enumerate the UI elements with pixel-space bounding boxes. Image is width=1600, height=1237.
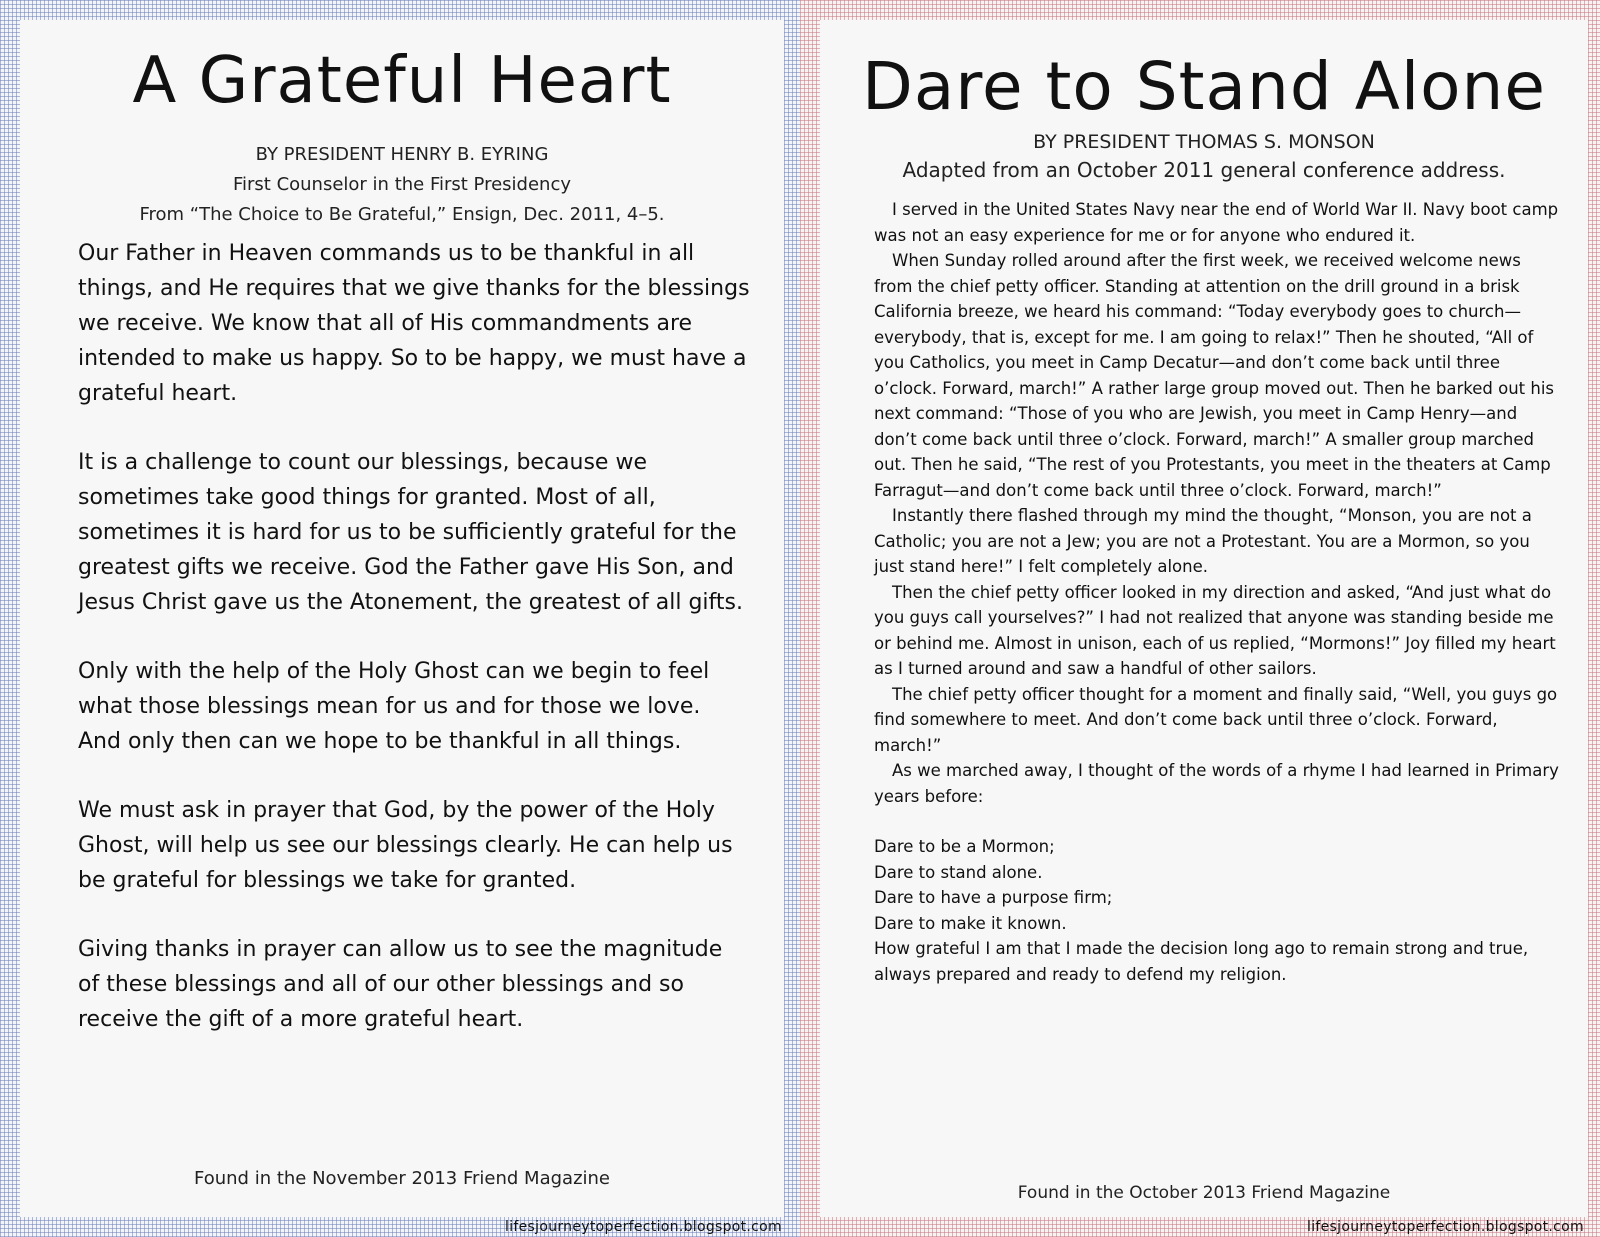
dare-to-stand-alone-card xyxy=(820,20,1588,1217)
right-closing: How grateful I am that I made the decision long ago to remain strong and true, always prepared and ready to defend my religion. xyxy=(874,939,1529,984)
left-paragraph: We must ask in prayer that God, by the power of the Holy Ghost, will help us see our blessings clearly. He can help us be grateful for blessings we take for granted. xyxy=(78,798,733,893)
right-paragraph: The chief petty officer thought for a moment and finally said, “Well, you guys go find somewhere to meet. And don’t come back until three o’clock. Forward, march!” xyxy=(874,684,1558,755)
poem xyxy=(874,834,1560,936)
poem-line: Dare to stand alone. xyxy=(874,862,1043,882)
left-role: First Counselor in the First Presidency xyxy=(232,174,572,195)
left-paragraph: Giving thanks in prayer can allow us to see the magnitude of these blessings and all of our other blessings and so receive the gift of a more grateful heart. xyxy=(78,937,723,1032)
right-paragraph: I served in the United States Navy near the end of World War II. Navy boot camp was not an easy experience for me or for anyone who endured it. xyxy=(874,200,1559,245)
left-source: From “The Choice to Be Grateful,” Ensign, Dec. 2011, 4–5. xyxy=(139,204,665,225)
right-title: Dare to Stand Alone xyxy=(862,48,1546,125)
right-byline: BY PRESIDENT THOMAS S. MONSON xyxy=(1033,131,1375,153)
left-body xyxy=(20,236,784,1037)
left-paragraph: Our Father in Heaven commands us to be thankful in all things, and He requires that we give thanks for the blessings we receive. We know that all of His commandments are intended to make us happy. So to be happy, we must have a grateful heart. xyxy=(78,241,750,406)
grateful-heart-card xyxy=(20,20,784,1217)
right-footer: Found in the October 2013 Friend Magazine xyxy=(1017,1183,1391,1203)
right-body xyxy=(820,197,1588,987)
left-site-watermark: lifesjourneytoperfection.blogspot.com xyxy=(505,1219,782,1235)
right-panel xyxy=(800,0,1600,1237)
right-paragraph: Then the chief petty officer looked in my direction and asked, “And just what do you guys call yourselves?” I had not realized that anyone was standing beside me or behind me. Almost in unison, each of us replied, “Mormons!” Joy filled my heart as I turned around and saw a handful of other sailors. xyxy=(874,582,1556,678)
poem-line: Dare to be a Mormon; xyxy=(874,837,1055,856)
left-footer: Found in the November 2013 Friend Magazine xyxy=(194,1168,610,1189)
left-paragraph: Only with the help of the Holy Ghost can we begin to feel what those blessings mean for us and for those we love. And only then can we hope to be thankful in all things. xyxy=(78,659,710,754)
poem-line: Dare to have a purpose firm; xyxy=(874,888,1113,907)
right-paragraph: When Sunday rolled around after the first week, we received welcome news from the chief petty officer. Standing at attention on the drill ground in a brisk California breeze, we heard his command: “Today everybody goes to church—everybody, that is, except for me. I am going to relax!” Then he shouted, “All of you Catholics, you meet in Camp Decatur—and don’t come back until three o’clock. Forward, march!” A rather large group moved out. Then he barked out his next command: “Those of you who are Jewish, you meet in Camp Henry—and don’t come back until three o’clock. Forward, march!” A smaller group marched out. Then he said, “The rest of you Protestants, you meet in the theaters at Camp Farragut—and don’t come back until three o’clock. Forward, march!” xyxy=(874,251,1555,500)
right-paragraph: As we marched away, I thought of the words of a rhyme I had learned in Primary years before: xyxy=(874,761,1559,806)
poem-line: Dare to make it known. xyxy=(874,913,1067,933)
right-adapted: Adapted from an October 2011 general conference address. xyxy=(902,158,1506,182)
left-meta xyxy=(20,140,784,230)
right-paragraph: Instantly there flashed through my mind the thought, “Monson, you are not a Catholic; you are not a Jew; you are not a Protestant. You are a Mormon, so you just stand here!” I felt completely alone. xyxy=(874,506,1532,576)
left-paragraph: It is a challenge to count our blessings, because we sometimes take good things for granted. Most of all, sometimes it is hard for us to be sufficiently grateful for the greatest gifts we receive. God the Father gave His Son, and Jesus Christ gave us the Atonement, the greatest of all gifts. xyxy=(78,450,743,615)
left-title: A Grateful Heart xyxy=(132,44,672,118)
left-byline: BY PRESIDENT HENRY B. EYRING xyxy=(255,144,549,165)
right-site-watermark: lifesjourneytoperfection.blogspot.com xyxy=(1307,1219,1584,1235)
